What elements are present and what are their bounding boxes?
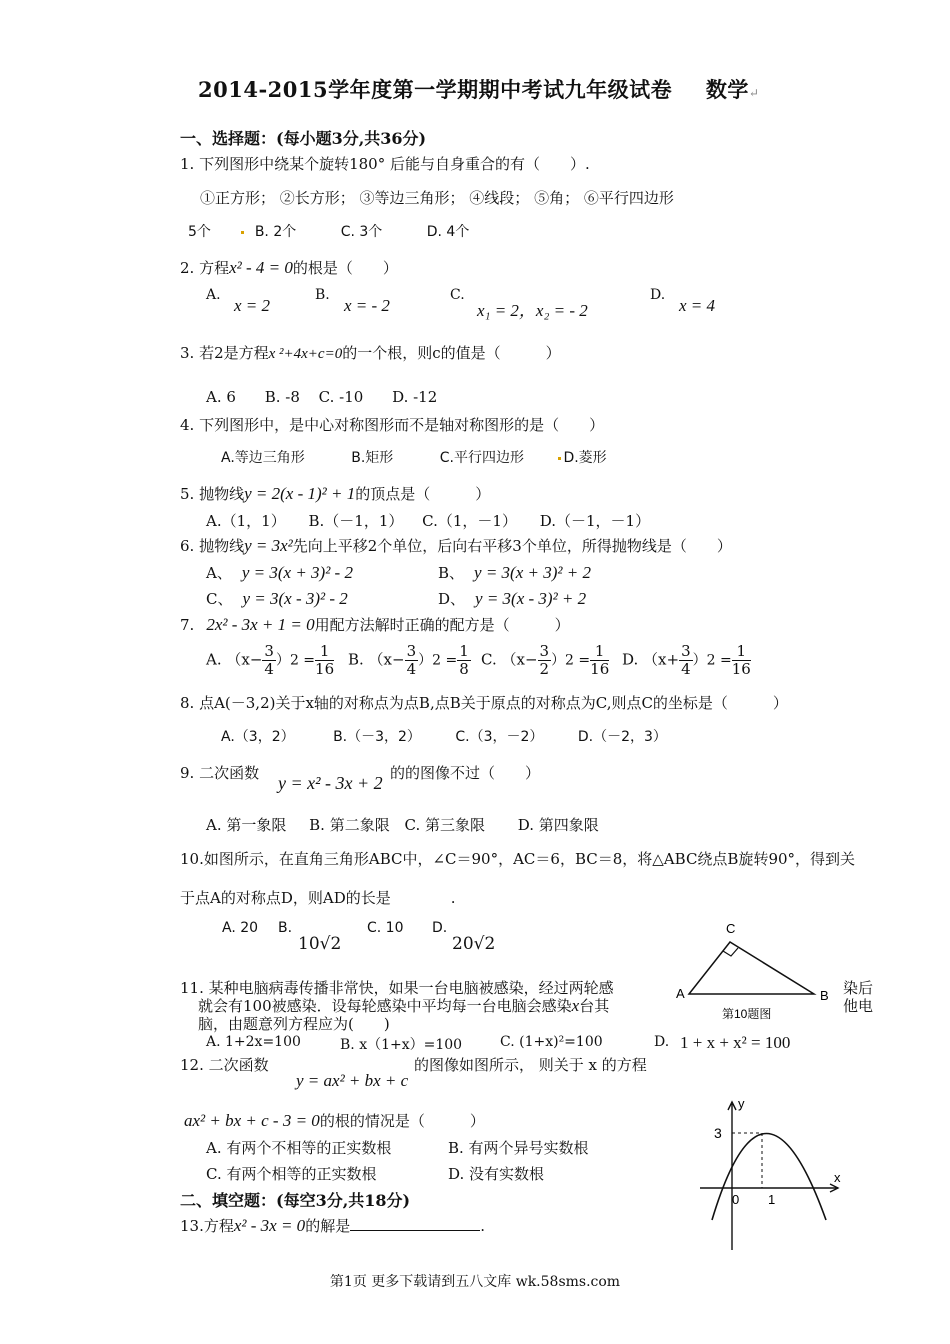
- option-b: B.（－3，2）: [333, 729, 421, 745]
- denominator: 16: [315, 660, 335, 678]
- fraction: [732, 643, 751, 678]
- label: A、: [206, 564, 232, 582]
- stem-tail: 用配方法解时正确的配方是（ ）: [314, 616, 570, 634]
- q6-option-b: [438, 562, 591, 583]
- q6-option-c: [206, 588, 348, 609]
- x-axis-label: x: [834, 1170, 841, 1185]
- fraction: [538, 643, 552, 678]
- q7-option-d: [622, 643, 751, 678]
- fraction: [457, 643, 471, 678]
- figure-10-triangle: [672, 916, 842, 1026]
- label: B、: [438, 564, 465, 582]
- numerator: 3: [406, 642, 417, 660]
- denominator: 4: [264, 660, 274, 678]
- question-11-line-3: 脑，由题意列方程应为( ): [198, 1015, 390, 1033]
- option-b: B. 2个: [254, 224, 297, 240]
- stem-tail: 的根是（ ）: [292, 259, 398, 277]
- question-12-equation: y = ax² + bx + c: [296, 1071, 409, 1090]
- q10-option-d-label: D.: [432, 920, 448, 936]
- option-c: C. 3个: [340, 224, 383, 240]
- y-value-label: 3: [714, 1125, 722, 1141]
- q10-option-c: C. 10: [367, 920, 404, 936]
- value: y = 3(x + 3)² + 2: [474, 563, 591, 582]
- question-1-items: ①正方形； ②长方形； ③等边三角形； ④线段； ⑤角； ⑥平行四边形: [200, 189, 674, 207]
- denominator: 8: [459, 660, 469, 678]
- question-7-stem: [180, 614, 570, 635]
- option-a: A.等边三角形: [221, 450, 305, 466]
- question-9-tail: 的的图像不过（ ）: [390, 764, 541, 782]
- q11-option-b: B. x（1+x）=100: [340, 1037, 463, 1053]
- option-c: C.（3，－2）: [455, 729, 544, 745]
- stem-tail: 的顶点是（ ）: [355, 485, 491, 503]
- q10-option-d: 20√2: [452, 934, 496, 954]
- option-a: A. 第一象限: [206, 816, 287, 834]
- question-9-options: [206, 814, 599, 835]
- q2-option-a-label: A.: [206, 287, 221, 303]
- stem-text: 5. 抛物线: [180, 485, 245, 503]
- stem-tail: 的解是: [305, 1217, 351, 1235]
- question-5-stem: [180, 483, 490, 504]
- parabola-curve: [712, 1134, 826, 1221]
- question-3-stem: [180, 342, 561, 363]
- page-title: [198, 74, 759, 104]
- equation: x ²+4x+c=0: [268, 346, 343, 362]
- answer-blank[interactable]: [350, 1216, 480, 1231]
- value: y = 3(x + 3)² - 2: [241, 563, 353, 582]
- q2-option-c: x₁ = 2，x₂ = - 2: [477, 301, 588, 320]
- middle: ）2 =: [418, 652, 458, 669]
- stem-text: 3. 若2是方程: [180, 344, 269, 362]
- q10-option-a: A. 20: [222, 920, 259, 936]
- option-d: D. -12: [392, 388, 438, 406]
- question-9-equation: y = x² - 3x + 2: [278, 773, 383, 793]
- q10-option-b-label: B.: [278, 920, 293, 936]
- variable: x: [571, 996, 580, 1015]
- numerator: 3: [681, 642, 691, 660]
- question-4-stem: 4. 下列图形中，是中心对称图形而不是轴对称图形的是（ ）: [180, 416, 605, 434]
- option-c: C. 第三象限: [404, 816, 485, 834]
- question-10-line-1: 10.如图所示，在直角三角形ABC中，∠C＝90°，AC＝6，BC＝8，将△ABC绕点B旋转90°，得到关: [180, 850, 856, 868]
- section-heading-fill: 二、填空题：(每空3分,共18分): [180, 1191, 411, 1210]
- question-11-line-1: 11. 某种电脑病毒传播非常快，如果一台电脑被感染，经过两轮感: [180, 979, 614, 997]
- stem-text: 6. 抛物线: [180, 537, 245, 555]
- q2-option-d-label: D.: [650, 287, 666, 303]
- stem-text: 2. 方程: [180, 259, 230, 277]
- question-10-line-2: 于点A的对称点D，则AD的长是 .: [180, 889, 456, 907]
- question-13-stem: 13.方程x² - 3x = 0的解是 .: [180, 1216, 485, 1235]
- q6-option-d: [438, 588, 586, 609]
- denominator: 4: [406, 660, 417, 678]
- question-5-options: [206, 510, 650, 531]
- option-a: 5个: [188, 224, 211, 240]
- fraction: [262, 643, 276, 678]
- option-b: B. -8: [264, 388, 300, 406]
- stem-text: 13.方程: [180, 1217, 234, 1235]
- option-c: C.（1，－1）: [422, 512, 517, 530]
- numerator: 1: [590, 643, 609, 661]
- equation: x² - 4 = 0: [229, 258, 293, 277]
- q2-option-d: x = 4: [679, 296, 716, 315]
- option-b: B.矩形: [351, 450, 394, 466]
- value: y = 3(x - 3)² + 2: [475, 589, 587, 608]
- denominator: 4: [681, 660, 691, 678]
- stray-dot-icon: [241, 231, 244, 234]
- numerator: 3: [539, 642, 550, 660]
- option-c: C. -10: [318, 388, 364, 406]
- option-d: D. 第四象限: [517, 816, 599, 834]
- text: 就会有100被感染．设每轮感染中平均每一台电脑会感染: [198, 997, 572, 1015]
- question-2-stem: [180, 257, 398, 278]
- prefix: D. （x+: [622, 650, 680, 669]
- question-8-options: [221, 726, 667, 746]
- origin-label: 0: [732, 1192, 740, 1207]
- label: C、: [206, 590, 233, 608]
- footer: 第1页 更多下载请到五八文库 wk.58sms.com: [329, 1274, 621, 1290]
- question-6-stem: [180, 535, 732, 556]
- option-a: A. 6: [206, 388, 236, 406]
- fraction: [315, 643, 334, 678]
- numerator: 3: [264, 642, 274, 660]
- numerator: 1: [315, 643, 334, 661]
- stray-dot-icon: [558, 457, 561, 460]
- option-d: D.菱形: [563, 450, 607, 466]
- question-3-options: [206, 388, 437, 406]
- title-text: 2014-2015学年度第一学期期中考试九年级试卷: [198, 77, 673, 102]
- equation: y = 2(x - 1)² + 1: [244, 484, 356, 503]
- question-12-tail: 的图像如图所示， 则关于 x 的方程: [414, 1056, 647, 1074]
- question-12-line-2: [184, 1110, 485, 1131]
- stem-text: 9. 二次函数: [180, 764, 260, 782]
- question-9-stem: [180, 762, 259, 783]
- q12-option-d: D. 没有实数根: [448, 1165, 545, 1183]
- prefix: C. （x−: [481, 650, 538, 669]
- numerator: 1: [732, 643, 751, 661]
- stem-text: 7.: [180, 616, 195, 634]
- q11-option-a: A. 1+2x=100: [206, 1034, 301, 1050]
- question-12-stem: 12. 二次函数: [180, 1056, 269, 1074]
- equation: ax² + bx + c - 3 = 0: [184, 1111, 320, 1130]
- q2-option-b: x = - 2: [344, 296, 390, 315]
- q11-option-d-label: D.: [654, 1034, 670, 1050]
- q12-option-c: C. 有两个相等的正实数根: [206, 1165, 377, 1183]
- stem-tail: 的一个根，则c的值是（ ）: [342, 344, 561, 362]
- denominator: 2: [539, 660, 550, 678]
- denominator: 16: [731, 660, 751, 678]
- y-axis-label: y: [738, 1096, 745, 1111]
- q10-option-b: 10√2: [298, 934, 342, 954]
- q7-option-a: [206, 643, 334, 678]
- middle: ）2 =: [275, 652, 316, 669]
- q12-option-b: B. 有两个异号实数根: [448, 1139, 589, 1157]
- return-mark-icon: ↵: [748, 86, 760, 100]
- q11-option-c: C. (1+x)²=100: [500, 1034, 603, 1050]
- fraction: [590, 643, 609, 678]
- q2-option-a: x = 2: [234, 296, 271, 315]
- stem-tail: 的根的情况是（ ）: [319, 1112, 485, 1130]
- fraction: [405, 643, 419, 678]
- q2-option-b-label: B.: [315, 287, 330, 303]
- question-8-stem: 8. 点A(－3,2)关于x轴的对称点为点B,点B关于原点的对称点为C,则点C的坐标是（ ）: [180, 694, 788, 712]
- option-a: A.（1，1）: [206, 512, 286, 530]
- figure-12-parabola: [692, 1092, 852, 1254]
- value: y = 3(x - 3)² - 2: [242, 589, 348, 608]
- equation: y = 3x²: [244, 536, 293, 555]
- option-c: C.平行四边形: [439, 450, 524, 466]
- q6-option-a: [206, 562, 353, 583]
- fraction: [679, 643, 693, 678]
- option-b: B.（－1，1）: [308, 512, 404, 530]
- label: D、: [438, 590, 466, 608]
- q11-option-d: 1 + x + x² = 100: [680, 1033, 791, 1052]
- option-d: D.（－1，－1）: [539, 512, 651, 530]
- question-11-line-2-right: 他电: [843, 997, 874, 1015]
- label-a: A: [676, 986, 685, 1001]
- q7-option-c: [481, 643, 609, 678]
- label-b: B: [820, 988, 829, 1003]
- numerator: 1: [459, 642, 469, 660]
- option-d: D.（－2，3）: [577, 729, 667, 745]
- question-4-options: [221, 447, 607, 467]
- stem-tail: 先向上平移2个单位，后向右平移3个单位，所得抛物线是（ ）: [292, 537, 732, 555]
- prefix: A. （x−: [206, 650, 263, 669]
- question-1-options: [188, 221, 469, 241]
- text-tail: 台其: [579, 997, 610, 1015]
- middle: ）2 =: [692, 652, 732, 669]
- prefix: B. （x−: [348, 650, 405, 669]
- question-11-line-1-right: 染后: [843, 979, 874, 997]
- x-value-label: 1: [768, 1192, 776, 1207]
- q12-option-a: A. 有两个不相等的正实数根: [206, 1139, 392, 1157]
- equation: x² - 3x = 0: [233, 1216, 306, 1235]
- middle: ）2 =: [551, 652, 591, 669]
- denominator: 16: [590, 660, 610, 678]
- question-1-stem: 1. 下列图形中绕某个旋转180° 后能与自身重合的有（ ）.: [180, 155, 590, 173]
- figure-caption: 第10题图: [722, 1007, 772, 1021]
- subject-text: 数学: [705, 77, 749, 102]
- option-b: B. 第二象限: [309, 816, 390, 834]
- triangle-abc: [689, 942, 814, 994]
- label-c: C: [726, 921, 736, 936]
- option-a: A.（3，2）: [221, 729, 295, 745]
- equation: 2x² - 3x + 1 = 0: [206, 615, 315, 634]
- q7-option-b: [348, 643, 471, 678]
- section-heading-choice: 一、选择题：(每小题3分,共36分): [180, 129, 427, 148]
- option-d: D. 4个: [426, 224, 470, 240]
- q2-option-c-label: C.: [450, 287, 465, 303]
